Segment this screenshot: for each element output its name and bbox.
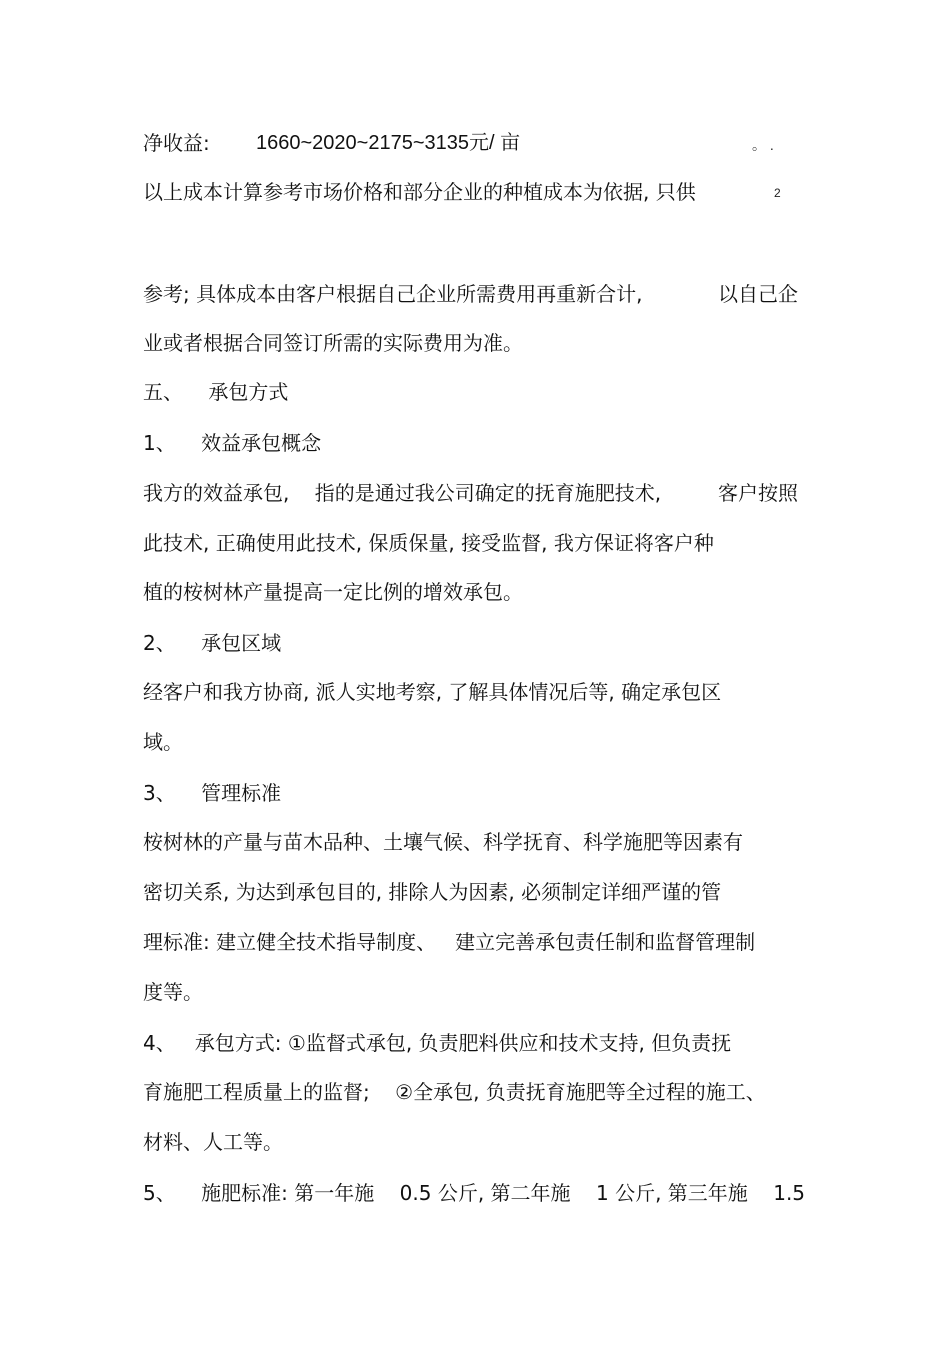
para-1-line-2: 此技术, 正确使用此技术, 保质保量, 接受监督, 我方保证将客户种 — [143, 531, 714, 555]
cost-note-line-2b: 以自己企 — [718, 282, 798, 306]
para-4-line-3: 材料、人工等。 — [143, 1130, 283, 1154]
para-3-line-2: 密切关系, 为达到承包目的, 排除人为因素, 必须制定详细严谨的管 — [143, 880, 722, 904]
cost-note-line-3: 业或者根据合同签订所需的实际费用为准。 — [143, 331, 523, 355]
para-3-line-4: 度等。 — [143, 980, 203, 1004]
para-4-line-2: 育施肥工程质量上的监督; ②全承包, 负责抚育施肥等全过程的施工、 — [143, 1080, 766, 1104]
cost-note-line-2a: 参考; 具体成本由客户根据自己企业所需费用再重新合计, — [143, 282, 643, 306]
para-4-line-1: 4、 承包方式: ①监督式承包, 负责肥料供应和技术支持, 但负责抚 — [143, 1031, 732, 1055]
para-2-line-1: 经客户和我方协商, 派人实地考察, 了解具体情况后等, 确定承包区 — [143, 680, 722, 704]
para-3-line-1: 桉树林的产量与苗木品种、土壤气候、科学抚育、科学施肥等因素有 — [143, 830, 743, 854]
para-1-line-1a: 我方的效益承包, 指的是通过我公司确定的抚育施肥技术, — [143, 481, 662, 505]
section-heading-5: 五、 承包方式 — [143, 380, 289, 404]
para-1-line-3: 植的桉树林产量提高一定比例的增效承包。 — [143, 580, 523, 604]
subheading-2: 2、 承包区域 — [143, 631, 282, 655]
stray-mark: 。 . — [752, 137, 774, 153]
subheading-3: 3、 管理标准 — [143, 781, 282, 805]
page-number: 2 — [774, 186, 781, 200]
net-income-label: 净收益: — [143, 131, 210, 155]
para-3-line-3: 理标准: 建立健全技术指导制度、 建立完善承包责任制和监督管理制 — [143, 930, 756, 954]
para-5-line-1: 5、 施肥标准: 第一年施 0.5 公斤, 第二年施 1 公斤, 第三年施 1.5 — [143, 1181, 806, 1205]
cost-note-line-1: 以上成本计算参考市场价格和部分企业的种植成本为依据, 只供 — [143, 180, 696, 204]
para-1-line-1b: 客户按照 — [718, 481, 798, 505]
net-income-values: 1660~2020~2175~3135元/ 亩 — [256, 132, 521, 154]
para-2-line-2: 域。 — [143, 730, 183, 754]
subheading-1: 1、 效益承包概念 — [143, 431, 322, 455]
